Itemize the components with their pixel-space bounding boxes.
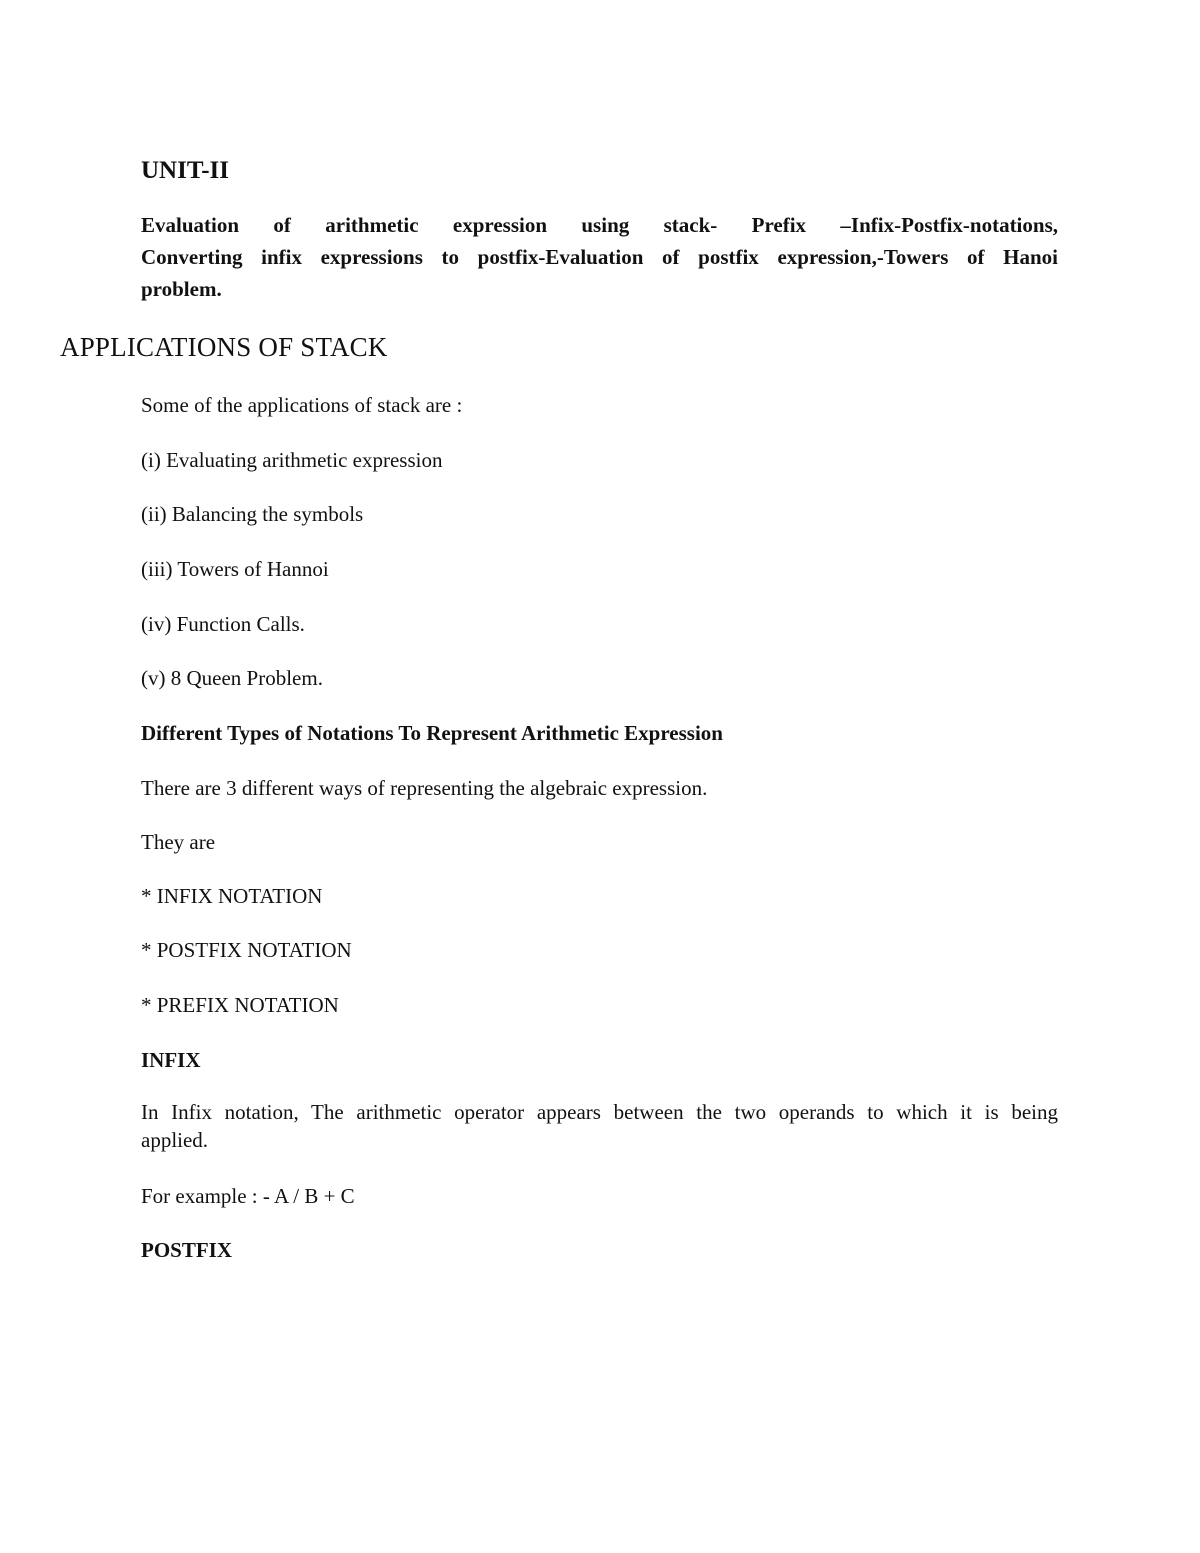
notation-list-item: * POSTFIX NOTATION: [141, 938, 352, 962]
notation-list-item: * PREFIX NOTATION: [141, 993, 339, 1017]
application-item: (v) 8 Queen Problem.: [141, 666, 323, 690]
application-item: (i) Evaluating arithmetic expression: [141, 448, 443, 472]
syllabus-line-1: Evaluation of arithmetic expression using stack- Prefix –Infix-Postfix-notations,: [141, 213, 1058, 237]
infix-description: [141, 1098, 1058, 1154]
unit-title: UNIT-II: [141, 157, 230, 184]
notation-list-item: * INFIX NOTATION: [141, 884, 323, 908]
application-item: (iii) Towers of Hannoi: [141, 557, 329, 581]
applications-intro: Some of the applications of stack are :: [141, 393, 463, 417]
notations-they-are: They are: [141, 830, 216, 854]
application-item: (iv) Function Calls.: [141, 612, 305, 636]
syllabus-line-3: problem.: [141, 277, 222, 301]
applications-heading: APPLICATIONS OF STACK: [60, 332, 388, 362]
application-item: (ii) Balancing the symbols: [141, 502, 364, 526]
unit-syllabus: [141, 209, 1058, 305]
infix-example: For example : - A / B + C: [141, 1184, 355, 1208]
infix-description-line-2: applied.: [141, 1128, 209, 1152]
postfix-heading: POSTFIX: [141, 1238, 233, 1262]
infix-heading: INFIX: [141, 1048, 201, 1072]
notations-heading: Different Types of Notations To Represent Arithmetic Expression: [141, 721, 723, 745]
notations-intro: There are 3 different ways of representing the algebraic expression.: [141, 776, 708, 800]
syllabus-line-2: Converting infix expressions to postfix-Evaluation of postfix expression,-Towers of Hanoi: [141, 245, 1058, 269]
infix-description-line-1: In Infix notation, The arithmetic operator appears between the two operands to which it is being: [141, 1100, 1058, 1124]
